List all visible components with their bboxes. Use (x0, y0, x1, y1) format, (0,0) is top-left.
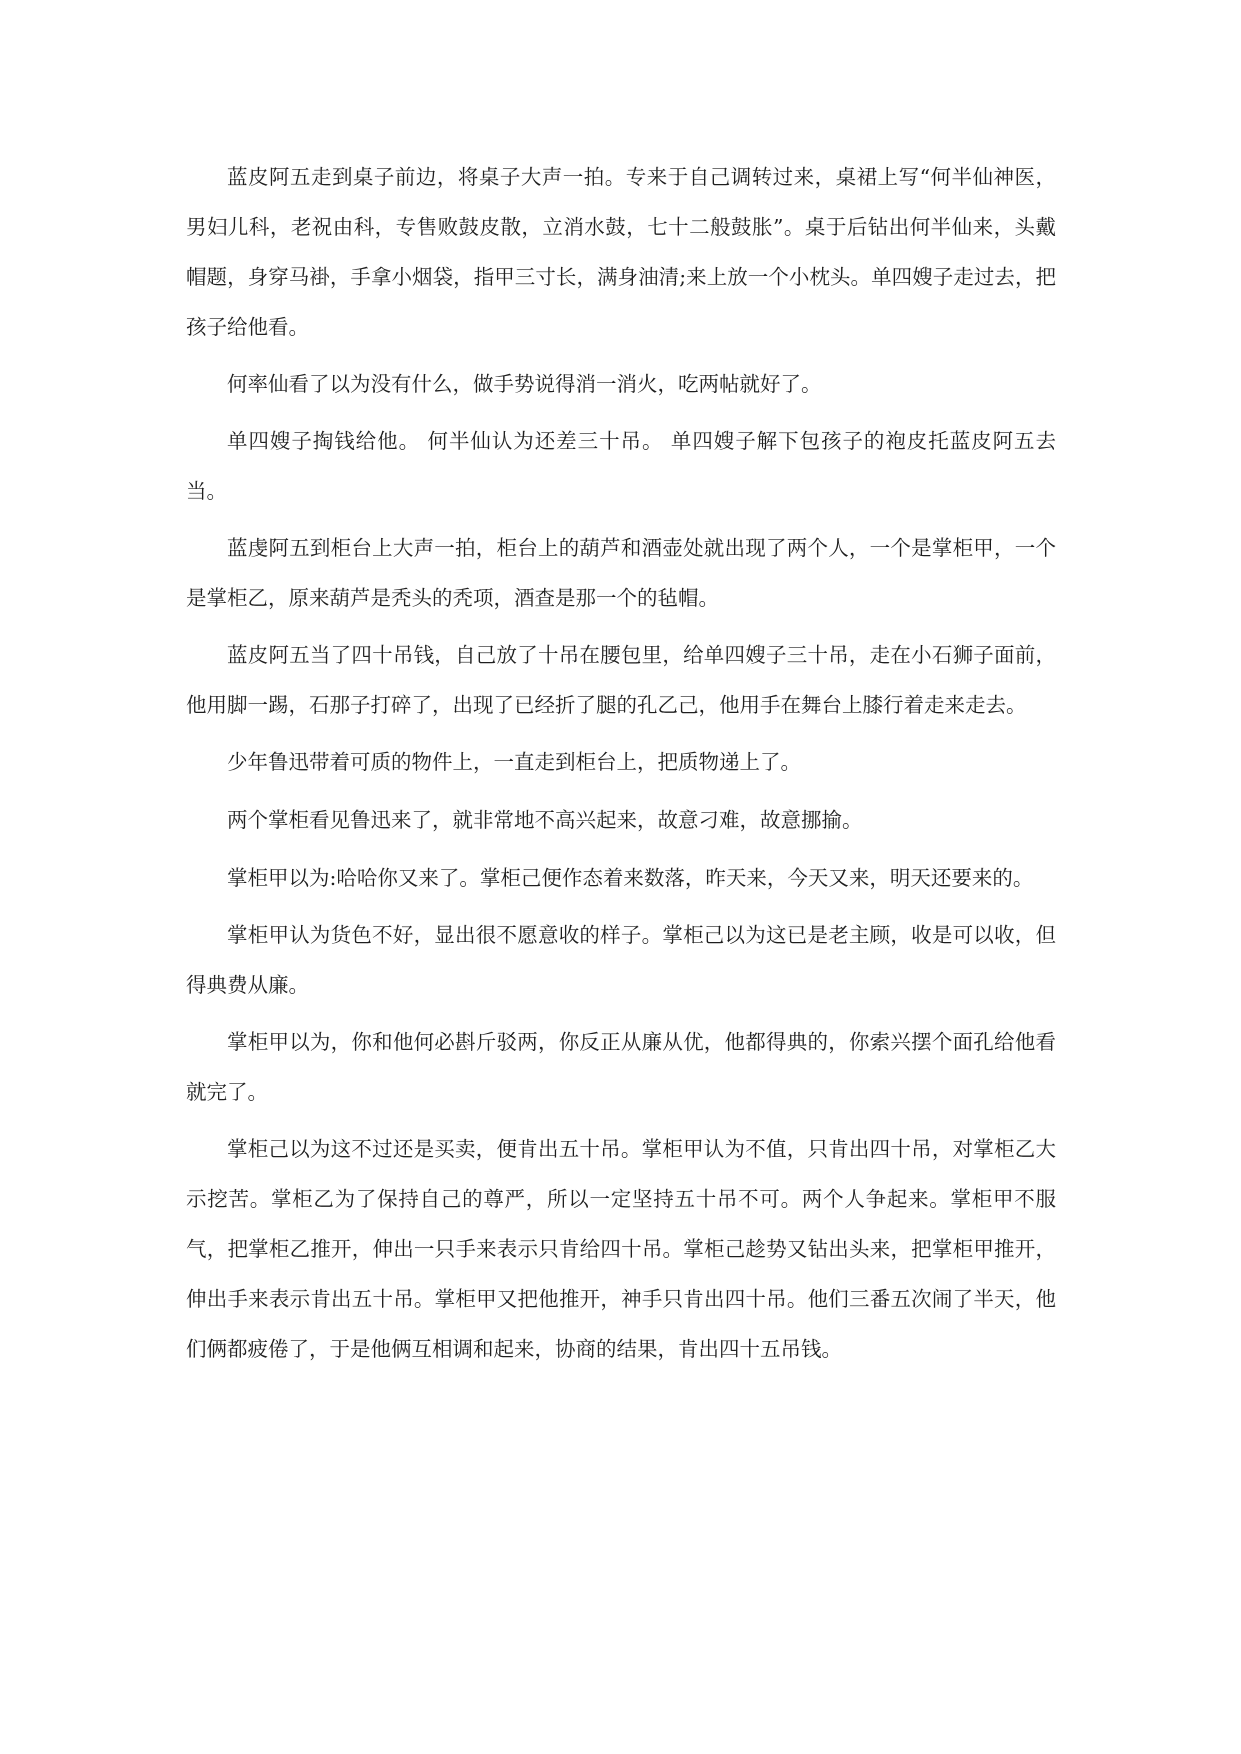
paragraph: 蓝虔阿五到柜台上大声一拍，柜台上的葫芦和酒壶处就出现了两个人，一个是掌柜甲，一个是掌柜乙，原来葫芦是秃头的秃项，酒查是那一个的毡帽。 (186, 536, 1056, 610)
paragraph: 单四嫂子掏钱给他。 何半仙认为还差三十吊。 单四嫂子解下包孩子的袍皮托蓝皮阿五去当。 (186, 429, 1056, 503)
paragraph: 何率仙看了以为没有什么，做手势说得消一消火，吃两帖就好了。 (227, 372, 822, 396)
paragraph: 掌柜甲认为货色不好，显出很不愿意收的样子。掌柜己以为这已是老主顾，收是可以收，但得典费从廉。 (186, 923, 1056, 997)
paragraph: 掌柜甲以为，你和他何必斟斤驳两，你反正从廉从优，他都得典的，你索兴摆个面孔给他看就完了。 (186, 1030, 1056, 1104)
paragraph: 掌柜甲以为:哈哈你又来了。掌柜己便作态着来数落，昨天来，今天又来，明天还要来的。 (227, 866, 1034, 890)
paragraph: 少年鲁迅带着可质的物件上，一直走到柜台上，把质物递上了。 (227, 750, 801, 774)
paragraph: 蓝皮阿五走到桌子前边，将桌子大声一拍。专来于自己调转过来，桌裙上写“何半仙神医，男妇儿科，老祝由科，专售败鼓皮散，立消水鼓，七十二般鼓胀”。桌于后钻出何半仙来，头戴帽题，身穿马褂，手拿小烟袋，指甲三寸长，满身油清;来上放一个小枕头。单四嫂子走过去，把孩子给他看。 (186, 165, 1056, 339)
paragraph: 蓝皮阿五当了四十吊钱，自己放了十吊在腰包里，给单四嫂子三十吊，走在小石狮子面前，他用脚一踢，石那子打碎了，出现了已经折了腿的孔乙己，他用手在舞台上膝行着走来走去。 (186, 643, 1056, 717)
paragraph: 两个掌柜看见鲁迅来了，就非常地不高兴起来，故意刁难，故意挪揄。 (227, 808, 863, 832)
document-body (186, 152, 1056, 1381)
paragraph: 掌柜己以为这不过还是买卖，便肯出五十吊。掌柜甲认为不值，只肯出四十吊，对掌柜乙大示挖苦。掌柜乙为了保持自己的尊严，所以一定坚持五十吊不可。两个人争起来。掌柜甲不服气，把掌柜乙推开，伸出一只手来表示只肯给四十吊。掌柜己趁势又钻出头来，把掌柜甲推开，伸出手来表示肯出五十吊。掌柜甲又把他推开，神手只肯出四十吊。他们三番五次闹了半天，他们俩都疲倦了，于是他俩互相调和起来，协商的结果，肯出四十五吊钱。 (186, 1137, 1056, 1361)
